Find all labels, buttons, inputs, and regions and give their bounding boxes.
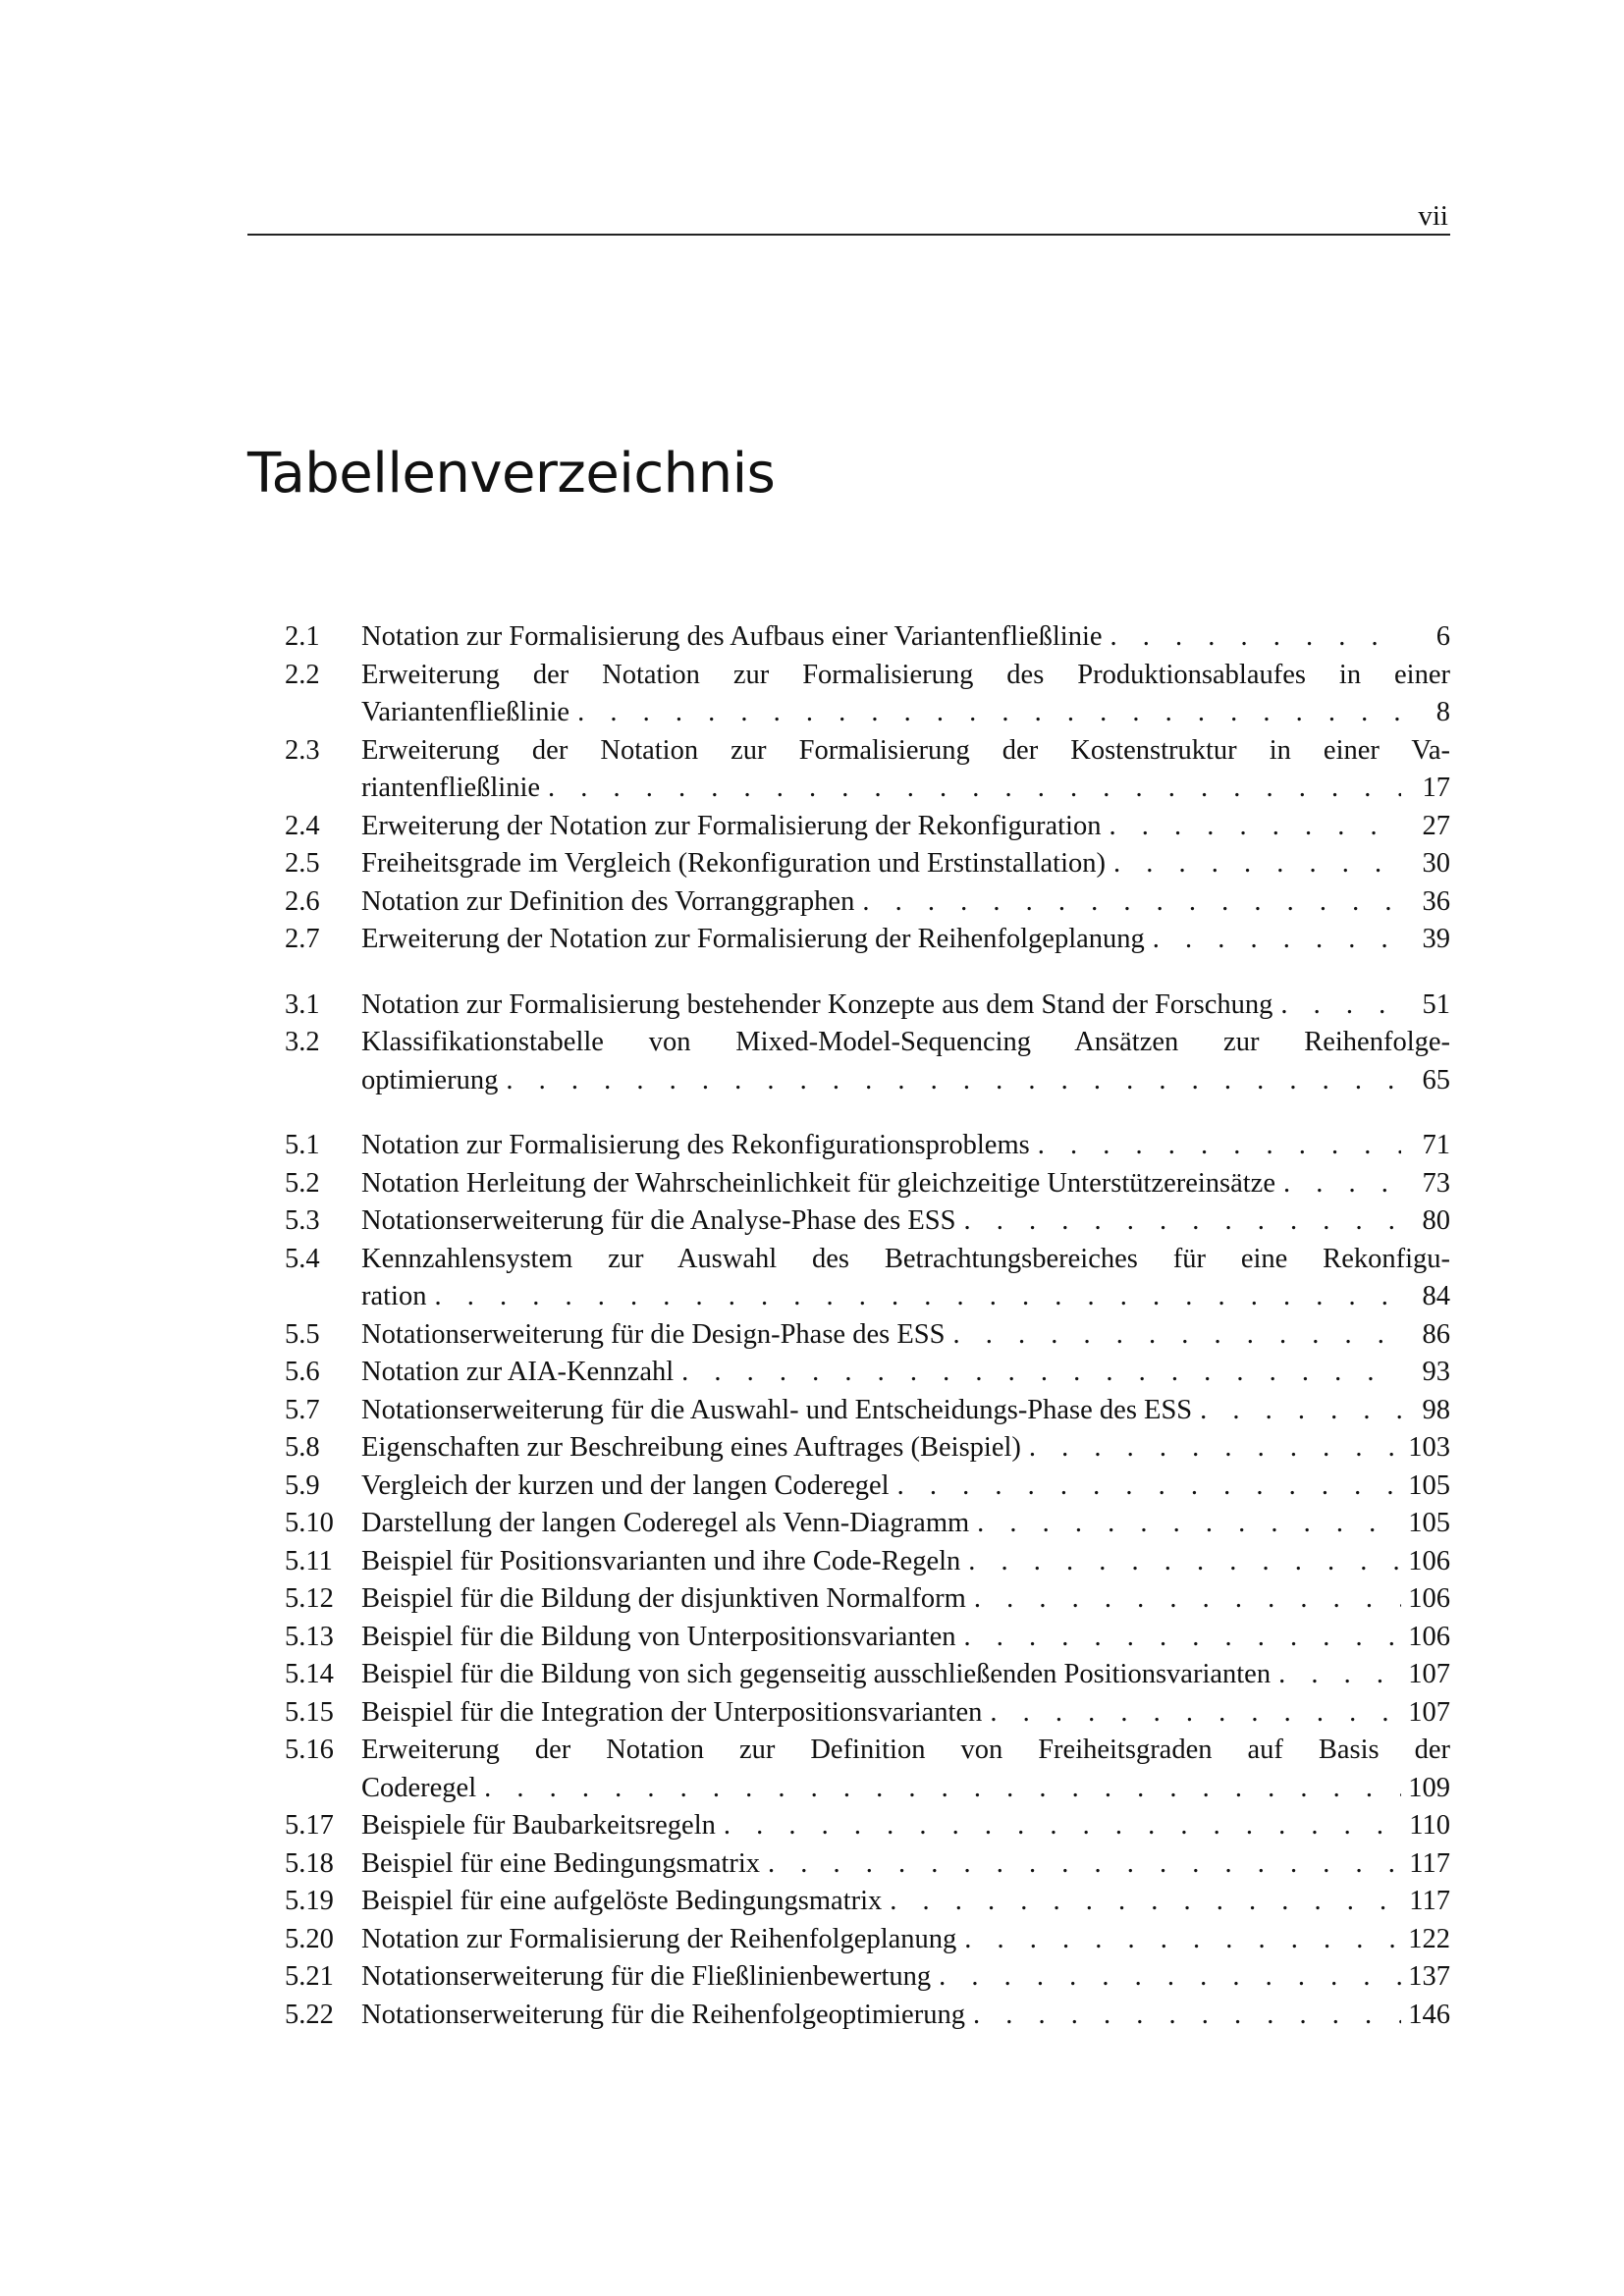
entry-page-number: 106 [1408,1583,1450,1614]
entry-page-number: 105 [1408,1508,1450,1538]
entry-number: 2.5 [285,848,320,879]
entry-body [361,1694,1450,1733]
entry-title-line: Beispiel für eine aufgelöste Bedingungsmatrix [361,1886,883,1916]
entry-title-line: Notationserweiterung für die Analyse-Phase des ESS [361,1205,956,1236]
dot-leader [964,1619,1401,1657]
entry-title-line: Notation zur Formalisierung des Rekonfigurationsproblems [361,1130,1030,1160]
toc-entry[interactable] [285,1921,1450,1959]
entry-body [361,1202,1450,1241]
entry-page-number: 51 [1422,988,1450,1020]
dot-leader [1200,1392,1401,1430]
entry-page-number: 146 [1408,1999,1450,2030]
toc-entry[interactable] [285,808,1450,846]
entry-title-line: Notationserweiterung für die Reihenfolgeoptimierung [361,1999,965,2030]
entry-body [361,1392,1450,1430]
entry-page-number: 117 [1409,1886,1450,1916]
entry-title-line: Beispiel für Positionsvarianten und ihre Code-Regeln [361,1545,961,1576]
dot-leader [973,1997,1401,2035]
dot-leader [1278,1656,1401,1694]
entry-number: 5.15 [285,1696,334,1728]
entry-title-line: Erweiterung der Notation zur Formalisierung der Rekonfiguration [361,810,1102,841]
entry-title-line: Kennzahlensystem zur Auswahl des Betrachtungsbereiches für eine Rekonfigu- [361,1243,1450,1274]
entry-title-line: Beispiel für die Integration der Unterpositionsvarianten [361,1696,983,1728]
entry-body [361,1468,1450,1506]
entry-number: 5.14 [285,1659,334,1689]
entry-number: 5.3 [285,1205,320,1236]
entry-body [361,1024,1450,1099]
dot-leader [1153,921,1401,959]
entry-number: 5.20 [285,1923,334,1954]
toc-entry[interactable] [285,883,1450,922]
dot-leader [964,1202,1402,1241]
entry-number: 5.4 [285,1243,320,1274]
toc-entry[interactable] [285,1505,1450,1543]
toc-entry[interactable] [285,1024,1450,1099]
entry-page-number: 106 [1408,1545,1450,1576]
toc-entry[interactable] [285,845,1450,883]
toc-entry[interactable] [285,921,1450,959]
entry-number: 2.4 [285,810,320,841]
entry-page-number: 30 [1422,848,1450,879]
entry-number: 5.21 [285,1961,334,1992]
toc-group [285,1127,1450,2034]
entry-page-number: 109 [1408,1772,1450,1803]
entry-number: 5.2 [285,1167,320,1199]
dot-leader [506,1062,1401,1100]
entry-number: 5.9 [285,1469,320,1501]
page-title: Tabellenverzeichnis [247,442,776,506]
entry-body [361,1997,1450,2035]
dot-leader [1109,808,1401,846]
dot-leader [890,1883,1401,1921]
toc-group [285,618,1450,959]
entry-page-number: 105 [1408,1469,1450,1501]
entry-body [361,987,1450,1025]
entry-number: 5.1 [285,1130,320,1160]
entry-title-line: Notation zur Definition des Vorranggraphen [361,885,855,917]
entry-title-line: Notationserweiterung für die Design-Phase des ESS [361,1318,946,1350]
entry-body [361,618,1450,657]
entry-page-number: 65 [1422,1064,1450,1095]
entry-body [361,657,1450,732]
entry-title-line: Notation zur Formalisierung bestehender Konzepte aus dem Stand der Forschung [361,988,1273,1020]
entry-page-number: 73 [1422,1167,1450,1199]
entry-title-line: Notationserweiterung für die Fließlinienbewertung [361,1961,932,1992]
toc-group [285,987,1450,1100]
entry-number: 5.18 [285,1847,334,1879]
page-header [247,192,1450,236]
toc-entry[interactable] [285,1316,1450,1355]
entry-page-number: 110 [1409,1810,1450,1841]
entry-page-number: 6 [1435,621,1450,652]
dot-leader [990,1694,1401,1733]
entry-page-number: 93 [1422,1357,1450,1387]
entry-number: 2.1 [285,621,320,652]
entry-title-line: Beispiel für die Bildung der disjunktiven Normalform [361,1583,966,1614]
entry-number: 5.6 [285,1357,320,1387]
entry-body [361,1316,1450,1355]
entry-title-line: Beispiel für die Bildung von sich gegenseitig ausschließenden Positionsvarianten [361,1659,1272,1689]
entry-number: 5.13 [285,1621,334,1652]
entry-number: 2.6 [285,885,320,917]
entry-number: 3.1 [285,988,320,1020]
toc-entry[interactable] [285,1429,1450,1468]
toc-entry[interactable] [285,1883,1450,1921]
entry-number: 2.3 [285,734,320,766]
toc-entry[interactable] [285,1694,1450,1733]
toc-entry[interactable] [285,1580,1450,1619]
entry-page-number: 107 [1408,1696,1450,1728]
dot-leader [681,1354,1401,1392]
entry-page-number: 103 [1408,1432,1450,1463]
entry-number: 2.7 [285,924,320,954]
dot-leader [974,1580,1401,1619]
entry-body [361,1732,1450,1807]
entry-body [361,1619,1450,1657]
entry-page-number: 106 [1408,1621,1450,1652]
toc-entry[interactable] [285,1543,1450,1581]
dot-leader [724,1807,1401,1845]
entry-title-line: Erweiterung der Notation zur Definition von Freiheitsgraden auf Basis der [361,1735,1450,1765]
entry-title-line: Darstellung der langen Coderegel als Venn-Diagramm [361,1508,970,1538]
entry-page-number: 8 [1435,697,1450,727]
dot-leader [952,1316,1401,1355]
entry-number: 5.17 [285,1810,334,1841]
entry-title-line: ration [361,1281,427,1311]
entry-body [361,1921,1450,1959]
entry-title-line: riantenfließlinie [361,773,541,803]
entry-body [361,845,1450,883]
toc-entry[interactable] [285,1392,1450,1430]
entry-number: 5.22 [285,1999,334,2030]
entry-number: 5.11 [285,1545,333,1576]
dot-leader [1110,618,1401,657]
entry-page-number: 122 [1408,1923,1450,1954]
entry-body [361,1543,1450,1581]
entry-page-number: 98 [1422,1394,1450,1425]
entry-page-number: 80 [1422,1205,1450,1236]
entry-number: 5.19 [285,1886,334,1916]
entry-page-number: 137 [1408,1961,1450,1992]
toc-entry[interactable] [285,987,1450,1025]
dot-leader [548,770,1401,808]
entry-title-line: Erweiterung der Notation zur Formalisierung des Produktionsablaufes in einer [361,659,1450,690]
entry-body [361,808,1450,846]
toc-entry[interactable] [285,1127,1450,1165]
entry-body [361,1241,1450,1316]
entry-page-number: 86 [1422,1318,1450,1350]
dot-leader [968,1543,1401,1581]
toc-entry[interactable] [285,1845,1450,1884]
toc-entry[interactable] [285,1354,1450,1392]
toc-entry[interactable] [285,732,1450,808]
entry-title-line: Vergleich der kurzen und der langen Coderegel [361,1469,890,1501]
entry-number: 5.10 [285,1508,334,1538]
entry-page-number: 36 [1422,885,1450,917]
entry-title-line: Notation zur AIA-Kennzahl [361,1357,675,1387]
entry-title-line: optimierung [361,1064,499,1095]
toc-entry[interactable] [285,618,1450,657]
entry-title-line: Freiheitsgrade im Vergleich (Rekonfiguration und Erstinstallation) [361,848,1106,879]
toc-entry[interactable] [285,1732,1450,1807]
entry-title-line: Notation zur Formalisierung der Reihenfolgeplanung [361,1923,957,1954]
entry-page-number: 84 [1422,1281,1450,1311]
dot-leader [434,1278,1401,1316]
entry-body [361,1580,1450,1619]
entry-body [361,1505,1450,1543]
entry-body [361,921,1450,959]
entry-body [361,1807,1450,1845]
toc-entry[interactable] [285,1468,1450,1506]
entry-page-number: 117 [1409,1847,1450,1879]
entry-title-line: Erweiterung der Notation zur Formalisierung der Reihenfolgeplanung [361,924,1145,954]
entry-body [361,1165,1450,1203]
entry-number: 3.2 [285,1027,320,1057]
dot-leader [1038,1127,1401,1165]
table-of-tables [285,618,1450,2034]
entry-title-line: Notationserweiterung für die Auswahl- und Entscheidungs-Phase des ESS [361,1394,1193,1425]
entry-title-line: Variantenfließlinie [361,697,570,727]
toc-entry[interactable] [285,1807,1450,1845]
dot-leader [862,883,1401,922]
entry-body [361,1429,1450,1468]
dot-leader [977,1505,1401,1543]
dot-leader [1283,1165,1401,1203]
entry-page-number: 39 [1422,924,1450,954]
entry-number: 5.5 [285,1318,320,1350]
entry-body [361,1656,1450,1694]
toc-entry[interactable] [285,1997,1450,2035]
entry-body [361,1845,1450,1884]
toc-entry[interactable] [285,1958,1450,1997]
dot-leader [1029,1429,1401,1468]
dot-leader [939,1958,1401,1997]
entry-body [361,1958,1450,1997]
entry-number: 5.8 [285,1432,320,1463]
toc-entry[interactable] [285,1202,1450,1241]
entry-body [361,1127,1450,1165]
entry-body [361,883,1450,922]
entry-page-number: 107 [1408,1659,1450,1689]
entry-page-number: 27 [1422,810,1450,841]
toc-entry[interactable] [285,1656,1450,1694]
entry-page-number: 17 [1422,773,1450,803]
dot-leader [768,1845,1401,1884]
page-number: vii [1418,200,1448,232]
dot-leader [897,1468,1401,1506]
toc-entry[interactable] [285,1165,1450,1203]
entry-title-line: Notation zur Formalisierung des Aufbaus einer Variantenfließlinie [361,621,1103,652]
dot-leader [1280,987,1401,1025]
entry-title-line: Coderegel [361,1772,477,1803]
entry-page-number: 71 [1422,1130,1450,1160]
entry-title-line: Beispiel für eine Bedingungsmatrix [361,1847,761,1879]
toc-entry[interactable] [285,1619,1450,1657]
toc-entry[interactable] [285,1241,1450,1316]
toc-entry[interactable] [285,657,1450,732]
entry-title-line: Erweiterung der Notation zur Formalisierung der Kostenstruktur in einer Va- [361,734,1450,766]
entry-title-line: Beispiele für Baubarkeitsregeln [361,1810,716,1841]
entry-number: 5.16 [285,1735,334,1765]
entry-body [361,1354,1450,1392]
dot-leader [964,1921,1401,1959]
entry-number: 5.12 [285,1583,334,1614]
entry-body [361,732,1450,808]
entry-title-line: Notation Herleitung der Wahrscheinlichkeit für gleichzeitige Unterstützereinsätze [361,1167,1275,1199]
entry-body [361,1883,1450,1921]
entry-number: 5.7 [285,1394,320,1425]
entry-number: 2.2 [285,659,320,690]
dot-leader [577,694,1401,732]
entry-title-line: Beispiel für die Bildung von Unterpositionsvarianten [361,1621,956,1652]
entry-title-line: Eigenschaften zur Beschreibung eines Auftrages (Beispiel) [361,1432,1021,1463]
dot-leader [1113,845,1401,883]
dot-leader [484,1770,1401,1808]
entry-title-line: Klassifikationstabelle von Mixed-Model-Sequencing Ansätzen zur Reihenfolge- [361,1027,1450,1057]
